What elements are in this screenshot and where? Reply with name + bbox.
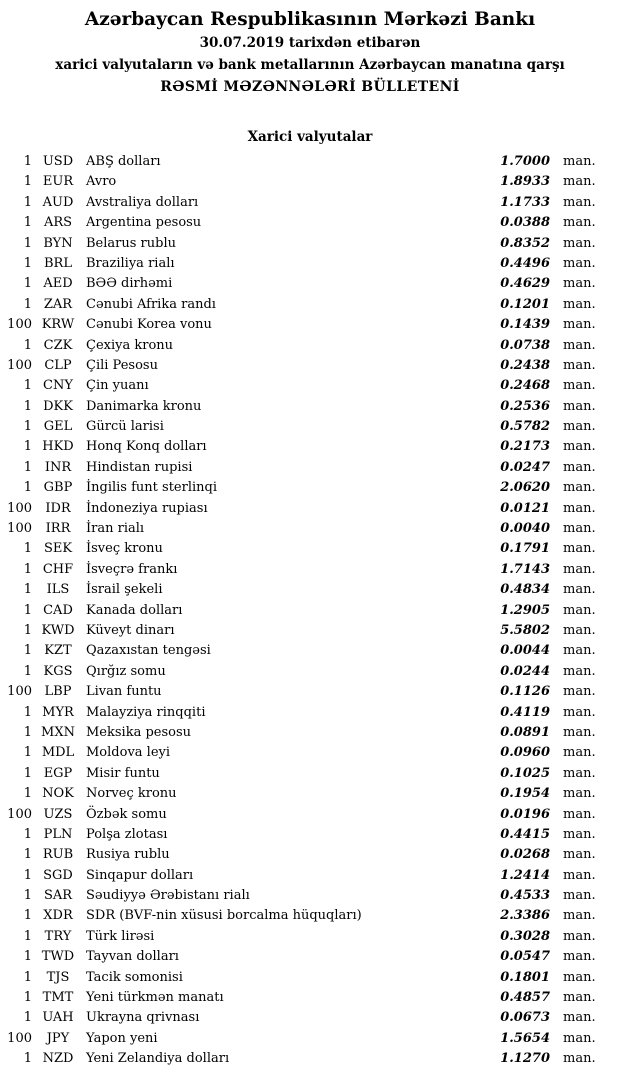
row-currency-name: Honq Konq dolları [86, 439, 207, 455]
table-row [0, 172, 602, 192]
row-unit-label: man. [563, 1030, 596, 1046]
table-row [0, 417, 602, 437]
row-currency-code: NZD [42, 1051, 74, 1067]
row-rate-value: 5.5802 [500, 622, 550, 638]
row-rate-value: 0.2468 [500, 378, 550, 394]
row-currency-code: SGD [43, 867, 73, 883]
table-row [0, 356, 602, 376]
row-currency-code: KZT [44, 643, 72, 659]
row-currency-name: Belarus rublu [86, 235, 176, 251]
effective-date-line: 30.07.2019 tarixdən etibarən [199, 35, 421, 51]
row-rate-value: 0.1025 [500, 765, 550, 781]
row-currency-code: UZS [43, 806, 73, 822]
row-currency-name: Çexiya kronu [86, 337, 174, 353]
row-currency-name: Moldova leyi [86, 745, 171, 761]
row-currency-code: HKD [42, 439, 74, 455]
row-quantity: 1 [23, 337, 32, 353]
row-unit-label: man. [563, 684, 596, 700]
row-currency-code: GBP [43, 480, 73, 496]
row-currency-code: NOK [42, 786, 74, 802]
row-rate-value: 0.0196 [500, 806, 550, 822]
table-row [0, 437, 602, 457]
row-currency-code: EUR [42, 174, 74, 190]
row-currency-name: Küveyt dinarı [86, 622, 175, 638]
row-quantity: 1 [23, 235, 32, 251]
row-currency-name: Avro [86, 174, 117, 190]
row-currency-code: INR [44, 459, 72, 475]
row-currency-name: Meksika pesosu [86, 724, 192, 740]
row-currency-code: SAR [43, 888, 73, 904]
row-quantity: 1 [23, 561, 32, 577]
row-unit-label: man. [563, 480, 596, 496]
table-row [0, 458, 602, 478]
row-currency-name: İran rialı [86, 521, 145, 537]
row-unit-label: man. [563, 663, 596, 679]
row-currency-name: Polşa zlotası [86, 826, 168, 842]
row-rate-value: 1.1270 [500, 1051, 550, 1067]
row-rate-value: 2.3386 [500, 908, 550, 924]
table-row [0, 805, 602, 825]
row-currency-code: CAD [43, 602, 73, 618]
row-currency-code: AUD [42, 194, 74, 210]
row-unit-label: man. [563, 949, 596, 965]
row-currency-code: ILS [46, 582, 70, 598]
row-currency-name: Norveç kronu [86, 786, 177, 802]
row-quantity: 1 [23, 847, 32, 863]
row-currency-code: TRY [44, 928, 72, 944]
table-row [0, 152, 602, 172]
row-unit-label: man. [563, 908, 596, 924]
table-row [0, 784, 602, 804]
row-quantity: 1 [23, 582, 32, 598]
row-currency-name: Tacik somonisi [86, 969, 183, 985]
row-currency-name: Çin yuanı [86, 378, 149, 394]
row-rate-value: 0.0121 [500, 500, 550, 516]
table-row [0, 764, 602, 784]
row-rate-value: 1.2414 [500, 867, 550, 883]
row-quantity: 1 [23, 194, 32, 210]
row-currency-name: Kanada dolları [86, 602, 183, 618]
row-unit-label: man. [563, 317, 596, 333]
table-row [0, 336, 602, 356]
table-row [0, 1029, 602, 1049]
table-row [0, 906, 602, 926]
row-quantity: 100 [7, 1030, 32, 1046]
row-quantity: 1 [23, 643, 32, 659]
row-rate-value: 0.8352 [500, 235, 550, 251]
row-rate-value: 0.0960 [500, 745, 550, 761]
row-rate-value: 2.0620 [500, 480, 550, 496]
row-rate-value: 0.0388 [500, 215, 550, 231]
table-row [0, 295, 602, 315]
table-row [0, 703, 602, 723]
row-rate-value: 0.4629 [500, 276, 550, 292]
row-quantity: 100 [7, 521, 32, 537]
row-quantity: 100 [7, 806, 32, 822]
table-row [0, 193, 602, 213]
rates-table [0, 152, 620, 1070]
row-currency-name: Cənubi Afrika randı [86, 296, 216, 312]
row-unit-label: man. [563, 969, 596, 985]
table-row [0, 845, 602, 865]
row-currency-code: BYN [43, 235, 73, 251]
row-currency-name: Yeni türkmən manatı [86, 990, 224, 1006]
row-unit-label: man. [563, 337, 596, 353]
row-currency-name: Livan funtu [86, 684, 162, 700]
row-quantity: 1 [23, 602, 32, 618]
row-unit-label: man. [563, 724, 596, 740]
row-currency-name: Misir funtu [86, 765, 160, 781]
row-currency-code: AED [43, 276, 73, 292]
row-rate-value: 0.1439 [500, 317, 550, 333]
row-quantity: 1 [23, 663, 32, 679]
table-row [0, 866, 602, 886]
row-rate-value: 0.0040 [500, 521, 550, 537]
row-currency-name: Hindistan rupisi [86, 459, 193, 475]
table-row [0, 234, 602, 254]
row-currency-name: Danimarka kronu [86, 398, 202, 414]
row-rate-value: 0.3028 [500, 928, 550, 944]
row-currency-code: LBP [44, 684, 72, 700]
row-unit-label: man. [563, 439, 596, 455]
row-rate-value: 0.4834 [500, 582, 550, 598]
row-rate-value: 1.2905 [500, 602, 550, 618]
table-row [0, 1008, 602, 1028]
row-currency-name: Sinqapur dolları [86, 867, 194, 883]
row-rate-value: 0.4533 [500, 888, 550, 904]
row-rate-value: 0.0044 [500, 643, 550, 659]
row-rate-value: 0.1954 [500, 786, 550, 802]
table-row [0, 376, 602, 396]
row-currency-name: Rusiya rublu [86, 847, 170, 863]
row-unit-label: man. [563, 928, 596, 944]
row-rate-value: 0.4415 [500, 826, 550, 842]
row-quantity: 100 [7, 684, 32, 700]
row-unit-label: man. [563, 826, 596, 842]
row-rate-value: 0.1201 [500, 296, 550, 312]
row-rate-value: 0.0547 [500, 949, 550, 965]
row-currency-name: İsrail şekeli [86, 582, 163, 598]
row-quantity: 1 [23, 419, 32, 435]
row-quantity: 1 [23, 255, 32, 271]
row-currency-code: ARS [43, 215, 73, 231]
row-unit-label: man. [563, 622, 596, 638]
row-currency-code: MXN [41, 724, 75, 740]
row-unit-label: man. [563, 745, 596, 761]
row-currency-name: Yapon yeni [86, 1030, 158, 1046]
bulletin-title: RƏSMİ MƏZƏNNƏLƏRİ BÜLLETENİ [160, 79, 460, 95]
row-rate-value: 0.2536 [500, 398, 550, 414]
row-unit-label: man. [563, 378, 596, 394]
row-currency-name: Ukrayna qrivnası [86, 1010, 200, 1026]
row-quantity: 1 [23, 765, 32, 781]
row-currency-code: USD [42, 154, 74, 169]
table-row [0, 886, 602, 906]
row-quantity: 1 [23, 704, 32, 720]
row-rate-value: 0.5782 [500, 419, 550, 435]
row-currency-code: EGP [43, 765, 73, 781]
row-quantity: 1 [23, 541, 32, 557]
row-rate-value: 0.4496 [500, 255, 550, 271]
row-currency-code: MDL [41, 745, 75, 761]
row-currency-name: ABŞ dolları [86, 154, 161, 169]
row-rate-value: 1.5654 [500, 1030, 550, 1046]
row-quantity: 1 [23, 908, 32, 924]
table-row [0, 478, 602, 498]
table-row [0, 641, 602, 661]
row-currency-name: İsveç kronu [86, 541, 163, 557]
row-unit-label: man. [563, 867, 596, 883]
row-rate-value: 0.2438 [500, 357, 550, 373]
row-unit-label: man. [563, 541, 596, 557]
bank-name-title: Azərbaycan Respublikasının Mərkəzi Bankı [84, 9, 536, 30]
row-quantity: 1 [23, 296, 32, 312]
row-currency-code: TMT [42, 990, 74, 1006]
row-unit-label: man. [563, 398, 596, 414]
row-quantity: 1 [23, 949, 32, 965]
row-currency-code: BRL [44, 255, 72, 271]
row-unit-label: man. [563, 888, 596, 904]
row-currency-name: Tayvan dolları [86, 949, 179, 965]
row-unit-label: man. [563, 500, 596, 516]
row-currency-name: Türk lirəsi [86, 928, 155, 944]
row-unit-label: man. [563, 276, 596, 292]
row-rate-value: 0.1791 [500, 541, 550, 557]
row-unit-label: man. [563, 215, 596, 231]
row-rate-value: 1.7143 [500, 561, 550, 577]
row-unit-label: man. [563, 847, 596, 863]
row-quantity: 1 [23, 745, 32, 761]
row-quantity: 1 [23, 398, 32, 414]
row-unit-label: man. [563, 296, 596, 312]
row-quantity: 100 [7, 317, 32, 333]
row-currency-name: Qırğız somu [86, 663, 166, 679]
row-quantity: 1 [23, 786, 32, 802]
row-unit-label: man. [563, 602, 596, 618]
table-row [0, 213, 602, 233]
row-currency-name: Çili Pesosu [86, 357, 158, 373]
table-row [0, 743, 602, 763]
row-quantity: 1 [23, 276, 32, 292]
table-row [0, 662, 602, 682]
row-unit-label: man. [563, 643, 596, 659]
row-currency-code: DKK [43, 398, 73, 414]
bulletin-header [0, 0, 620, 98]
row-currency-code: CZK [43, 337, 73, 353]
row-currency-name: Cənubi Korea vonu [86, 317, 212, 333]
section-title-foreign-currencies: Xarici valyutalar [247, 129, 373, 145]
row-currency-code: JPY [46, 1030, 70, 1046]
table-row [0, 580, 602, 600]
row-unit-label: man. [563, 765, 596, 781]
table-row [0, 927, 602, 947]
row-currency-code: CLP [44, 357, 72, 373]
table-row [0, 825, 602, 845]
row-currency-code: KWD [41, 622, 75, 638]
row-unit-label: man. [563, 235, 596, 251]
row-unit-label: man. [563, 521, 596, 537]
row-currency-name: Braziliya rialı [86, 255, 175, 271]
row-currency-name: Qazaxıstan tengəsi [86, 643, 211, 659]
row-currency-name: Özbək somu [86, 806, 167, 822]
table-row [0, 519, 602, 539]
row-currency-code: UAH [42, 1010, 74, 1026]
row-quantity: 1 [23, 1010, 32, 1026]
row-currency-code: ZAR [43, 296, 73, 312]
row-quantity: 1 [23, 378, 32, 394]
subject-line: xarici valyutaların və bank metallarının Azərbaycan manatına qarşı [55, 57, 565, 73]
table-row [0, 539, 602, 559]
row-unit-label: man. [563, 786, 596, 802]
table-row [0, 723, 602, 743]
row-currency-code: PLN [43, 826, 73, 842]
row-quantity: 1 [23, 480, 32, 496]
row-currency-code: KRW [41, 317, 75, 333]
table-row [0, 1049, 602, 1069]
row-currency-code: IRR [45, 521, 71, 537]
row-unit-label: man. [563, 194, 596, 210]
row-unit-label: man. [563, 990, 596, 1006]
table-row [0, 682, 602, 702]
row-unit-label: man. [563, 419, 596, 435]
row-currency-name: SDR (BVF-nin xüsusi borcalma hüquqları) [86, 908, 362, 924]
row-quantity: 1 [23, 215, 32, 231]
row-currency-code: MYR [42, 704, 74, 720]
table-row [0, 254, 602, 274]
row-unit-label: man. [563, 174, 596, 190]
row-unit-label: man. [563, 806, 596, 822]
row-quantity: 1 [23, 174, 32, 190]
row-rate-value: 0.0891 [500, 724, 550, 740]
row-quantity: 1 [23, 867, 32, 883]
row-currency-code: XDR [43, 908, 73, 924]
row-currency-code: TJS [46, 969, 70, 985]
row-quantity: 100 [7, 500, 32, 516]
row-currency-name: Səudiyyə Ərəbistanı rialı [86, 888, 250, 904]
row-currency-name: İsveçrə frankı [86, 561, 178, 577]
row-rate-value: 1.1733 [500, 194, 550, 210]
row-currency-name: Gürcü larisi [86, 419, 164, 435]
row-rate-value: 0.0738 [500, 337, 550, 353]
row-quantity: 100 [7, 357, 32, 373]
row-rate-value: 0.1126 [500, 684, 550, 700]
table-row [0, 968, 602, 988]
row-currency-name: BƏƏ dirhəmi [86, 276, 173, 292]
table-row [0, 560, 602, 580]
row-rate-value: 0.0673 [500, 1010, 550, 1026]
table-row [0, 274, 602, 294]
row-unit-label: man. [563, 561, 596, 577]
row-currency-code: CHF [42, 561, 74, 577]
row-rate-value: 1.8933 [500, 174, 550, 190]
row-unit-label: man. [563, 459, 596, 475]
row-currency-name: Avstraliya dolları [86, 194, 199, 210]
row-quantity: 1 [23, 969, 32, 985]
row-unit-label: man. [563, 1051, 596, 1067]
row-rate-value: 0.1801 [500, 969, 550, 985]
row-quantity: 1 [23, 826, 32, 842]
row-rate-value: 0.4857 [500, 990, 550, 1006]
table-row [0, 499, 602, 519]
row-currency-name: Malayziya rinqqiti [86, 704, 206, 720]
row-currency-code: KGS [43, 663, 73, 679]
row-currency-name: Argentina pesosu [86, 215, 202, 231]
table-row [0, 988, 602, 1008]
row-quantity: 1 [23, 439, 32, 455]
row-currency-name: Yeni Zelandiya dolları [86, 1051, 230, 1067]
row-currency-code: SEK [43, 541, 73, 557]
row-rate-value: 0.4119 [500, 704, 550, 720]
row-unit-label: man. [563, 1010, 596, 1026]
row-quantity: 1 [23, 990, 32, 1006]
table-row [0, 397, 602, 417]
row-quantity: 1 [23, 1051, 32, 1067]
row-currency-name: İndoneziya rupiası [86, 500, 208, 516]
row-quantity: 1 [23, 724, 32, 740]
row-currency-name: İngilis funt sterlinqi [86, 480, 217, 496]
table-row [0, 601, 602, 621]
row-quantity: 1 [23, 459, 32, 475]
row-currency-code: IDR [45, 500, 71, 516]
table-row [0, 315, 602, 335]
table-row [0, 621, 602, 641]
row-unit-label: man. [563, 154, 596, 169]
row-quantity: 1 [23, 888, 32, 904]
row-unit-label: man. [563, 704, 596, 720]
row-unit-label: man. [563, 582, 596, 598]
row-unit-label: man. [563, 357, 596, 373]
row-currency-code: GEL [43, 419, 73, 435]
row-rate-value: 0.0247 [500, 459, 550, 475]
row-quantity: 1 [23, 154, 32, 169]
table-row [0, 947, 602, 967]
row-currency-code: TWD [41, 949, 75, 965]
row-rate-value: 0.0268 [500, 847, 550, 863]
row-quantity: 1 [23, 622, 32, 638]
row-rate-value: 1.7000 [500, 154, 550, 169]
row-unit-label: man. [563, 255, 596, 271]
row-rate-value: 0.0244 [500, 663, 550, 679]
row-currency-code: CNY [43, 378, 73, 394]
row-quantity: 1 [23, 928, 32, 944]
row-currency-code: RUB [42, 847, 74, 863]
row-rate-value: 0.2173 [500, 439, 550, 455]
